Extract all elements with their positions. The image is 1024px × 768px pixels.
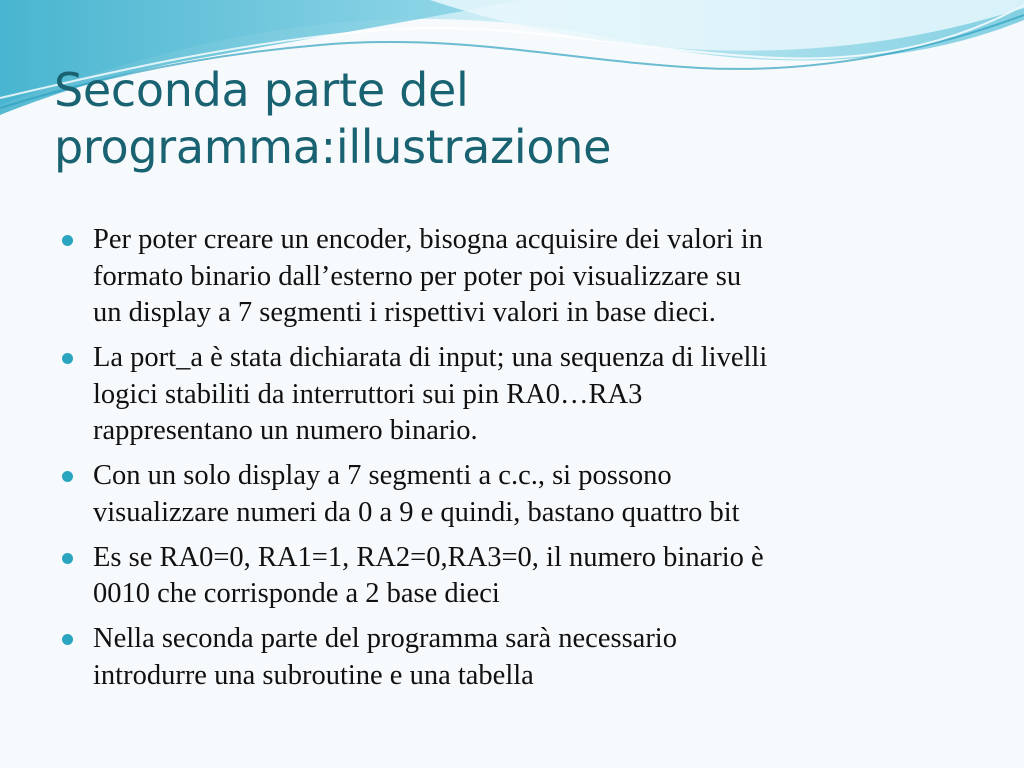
title-line: Seconda parte del — [54, 63, 469, 117]
bullet-item — [62, 340, 962, 450]
bullet-text-line: un display a 7 segmenti i rispettivi valori in base dieci. — [93, 297, 716, 328]
bullet-item — [62, 222, 962, 332]
bullet-icon — [62, 553, 73, 564]
bullet-item — [62, 540, 962, 613]
slide-title — [54, 62, 974, 176]
bullet-text-line: rappresentano un numero binario. — [93, 415, 478, 446]
bullet-text-line: Es se RA0=0, RA1=1, RA2=0,RA3=0, il numero binario è — [93, 541, 764, 573]
bullet-item — [62, 458, 962, 531]
bullet-icon — [62, 353, 73, 364]
bullet-text-line: Per poter creare un encoder, bisogna acquisire dei valori in — [93, 224, 763, 255]
title-line: programma:illustrazione — [54, 120, 612, 174]
bullet-text-line: 0010 che corrisponde a 2 base dieci — [93, 578, 500, 609]
bullet-icon — [62, 235, 73, 246]
bullet-text-line: La port_a è stata dichiarata di input; una sequenza di livelli — [93, 342, 768, 373]
bullet-text-line: Nella seconda parte del programma sarà necessario — [93, 623, 677, 654]
bullet-text-line: visualizzare numeri da 0 a 9 e quindi, bastano quattro bit — [93, 496, 740, 528]
bullet-text-line: introdurre una subroutine e una tabella — [93, 659, 534, 691]
bullet-text-line: formato binario dall’esterno per poter poi visualizzare su — [93, 260, 742, 292]
bullet-text-line: logici stabiliti da interruttori sui pin RA0…RA3 — [93, 378, 643, 410]
bullet-text-line: Con un solo display a 7 segmenti a c.c., si possono — [93, 460, 672, 491]
bullet-icon — [62, 471, 73, 482]
bullet-list — [62, 222, 962, 703]
bullet-icon — [62, 634, 73, 645]
bullet-item — [62, 621, 962, 694]
